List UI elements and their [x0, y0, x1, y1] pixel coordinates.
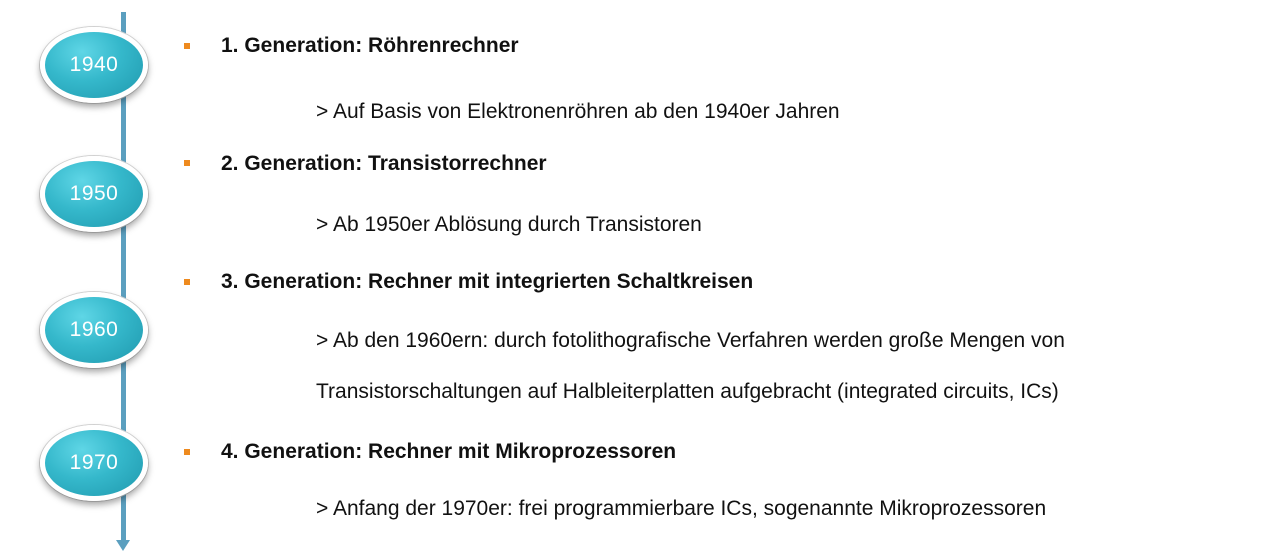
bullet-icon — [184, 160, 190, 166]
generation-4-detail: > Anfang der 1970er: frei programmierbare ICs, sogenannte Mikroprozessoren — [316, 497, 1047, 520]
year-bubble-1970 — [40, 425, 148, 501]
generation-4-title: 4. Generation: Rechner mit Mikroprozessoren — [221, 440, 677, 463]
year-label: 1950 — [69, 182, 119, 205]
timeline-arrow-down-icon — [116, 540, 130, 551]
bullet-icon — [184, 279, 190, 285]
generation-3-detail-line-2: Transistorschaltungen auf Halbleiterplatten aufgebracht (integrated circuits, ICs) — [316, 380, 1059, 403]
generation-1-title: 1. Generation: Röhrenrechner — [221, 34, 519, 57]
generation-3-title: 3. Generation: Rechner mit integrierten Schaltkreisen — [221, 270, 754, 293]
generation-2-title: 2. Generation: Transistorrechner — [221, 152, 547, 175]
year-label: 1960 — [69, 318, 119, 341]
year-bubble-1950 — [40, 156, 148, 232]
bullet-icon — [184, 43, 190, 49]
generation-1-detail: > Auf Basis von Elektronenröhren ab den 1940er Jahren — [316, 100, 840, 123]
generation-2-detail: > Ab 1950er Ablösung durch Transistoren — [316, 213, 702, 236]
bullet-icon — [184, 449, 190, 455]
generation-3-detail-line-1: > Ab den 1960ern: durch fotolithografische Verfahren werden große Mengen von — [316, 329, 1065, 352]
year-label: 1940 — [69, 53, 119, 76]
year-label: 1970 — [69, 451, 119, 474]
year-bubble-1960 — [40, 292, 148, 368]
year-bubble-1940 — [40, 27, 148, 103]
